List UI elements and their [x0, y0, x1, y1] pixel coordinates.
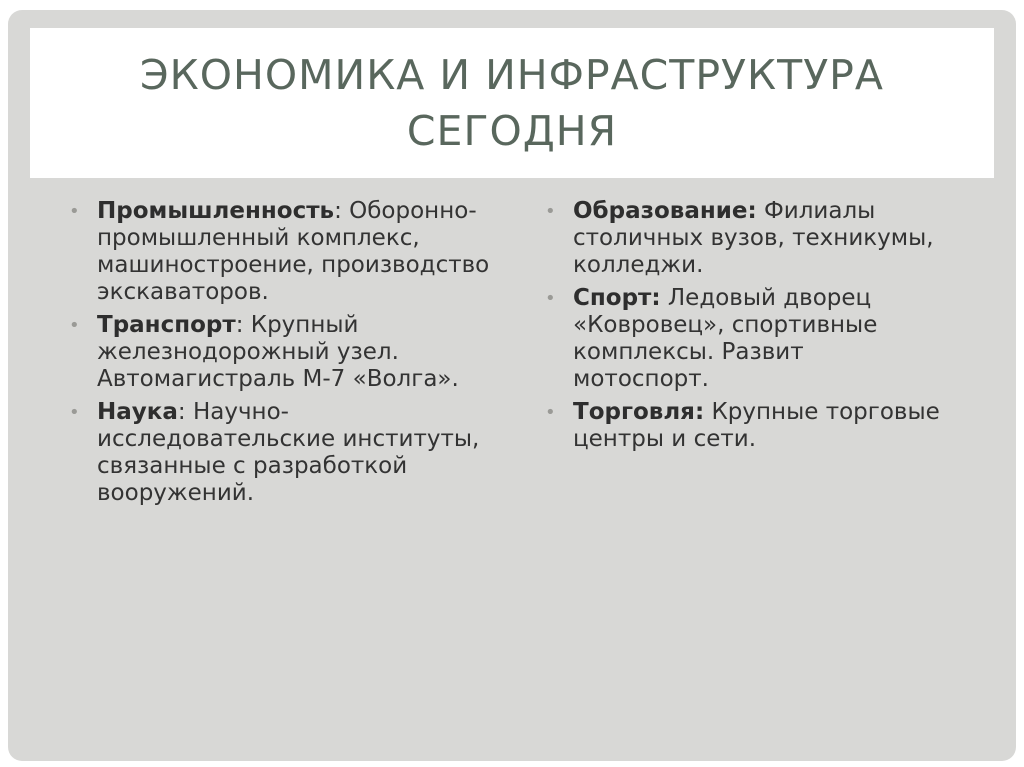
bullet-separator: :	[334, 198, 342, 224]
bullet-icon: •	[69, 315, 80, 336]
bullet-item-sport	[544, 285, 944, 393]
bullet-icon: •	[69, 402, 80, 423]
bullet-separator: :	[235, 312, 244, 338]
right-bullet-list	[544, 198, 944, 459]
bullet-term: Образование:	[573, 198, 757, 224]
bullet-term: Торговля:	[573, 399, 705, 425]
slide-title	[140, 47, 884, 159]
bullet-text: Научно-исследовательские институты, связанные с разработкой вооружений.	[97, 399, 480, 506]
bullet-separator: :	[177, 399, 186, 425]
bullet-term: Спорт:	[573, 285, 661, 311]
bullet-term: Транспорт	[97, 312, 236, 338]
bullet-item-trade	[544, 399, 944, 453]
bullet-term: Наука	[97, 399, 178, 425]
slide-title-line-1: ЭКОНОМИКА И ИНФРАСТРУКТУРА	[140, 51, 884, 99]
slide-title-line-2: СЕГОДНЯ	[406, 107, 618, 155]
left-bullet-list	[68, 198, 503, 513]
bullet-item-education	[544, 198, 944, 279]
bullet-text: Оборонно-промышленный комплекс, машиностроение, производство экскаваторов.	[97, 198, 490, 305]
bullet-term: Промышленность	[97, 198, 335, 224]
bullet-text: Ледовый дворец «Ковровец», спортивные комплексы. Развит мотоспорт.	[573, 285, 878, 392]
bullet-item-transport	[68, 312, 503, 393]
bullet-text: Филиалы столичных вузов, техникумы, колледжи.	[573, 198, 934, 278]
bullet-item-science	[68, 399, 503, 507]
bullet-text: Крупные торговые центры и сети.	[573, 399, 940, 452]
bullet-text: Крупный железнодорожный узел. Автомагистраль М-7 «Волга».	[97, 312, 459, 392]
bullet-icon: •	[545, 288, 556, 309]
title-band	[30, 28, 994, 178]
bullet-icon: •	[69, 201, 80, 222]
bullet-icon: •	[545, 402, 556, 423]
slide	[8, 10, 1016, 761]
bullet-icon: •	[545, 201, 556, 222]
bullet-item-industry	[68, 198, 503, 306]
